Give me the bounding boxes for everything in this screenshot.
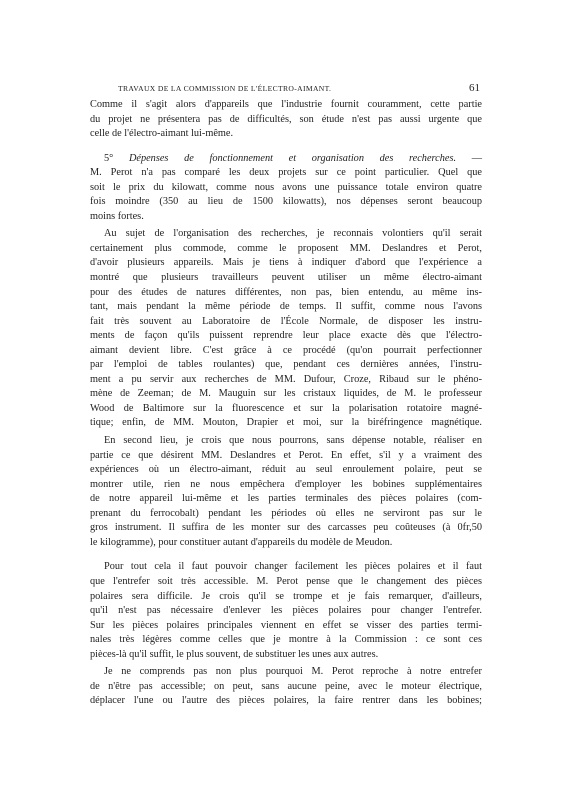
text-line: déplacer l'une ou l'autre des pièces polaires, la faire rentrer dans les bobines;	[90, 695, 482, 707]
page-body	[90, 98, 482, 709]
text-line: prenant du ferrocobalt) pendant les périodes où elles ne serviront pas sur le	[90, 507, 482, 519]
text-line: ment a pu servir aux recherches de MM. Dufour, Croze, Ribaud sur le phéno-	[90, 373, 482, 385]
text-line: Wood de Baltimore sur la fluorescence et sur la polarisation rotatoire magné-	[90, 402, 482, 414]
text-line: fait très souvent au Laboratoire de l'École Normale, de disposer les instru-	[90, 315, 482, 327]
text-line: du projet ne présentera pas de difficultés, son étude n'est pas aussi urgente que	[90, 113, 482, 125]
text-line: M. Perot n'a pas comparé les deux projets sur ce point particulier. Quel que	[90, 167, 482, 179]
text-line: pour des études de natures différentes, non pas, bien entendu, au même ins-	[90, 286, 482, 298]
text-line: Je ne comprends pas non plus pourquoi M. Perot reproche à notre entrefer	[104, 666, 482, 678]
paragraph	[90, 665, 482, 709]
text-line: montrer utile, rien ne nous empêchera d'employer les bobines supplémentaires	[90, 478, 482, 490]
section-heading-line	[90, 152, 482, 167]
text-line: soit le prix du kilowatt, comme nous avons une puissance totale environ quatre	[90, 181, 482, 193]
text-line: polaires sera difficile. Je crois qu'il se trompe et je fais remarquer, d'ailleurs,	[90, 590, 482, 602]
text-line: que l'entrefer soit très accessible. M. Perot pense que le changement des pièces	[90, 575, 482, 587]
text-line: Sur les pièces polaires principales viennent en effet se visser des parties termi-	[90, 619, 482, 631]
text-line: tant, mais pendant la même période de temps. Il suffit, comme nous l'avons	[90, 301, 482, 313]
text-line: Au sujet de l'organisation des recherches, je reconnais volontiers qu'il serait	[104, 228, 482, 240]
paragraph	[90, 98, 482, 142]
text-line: mène de Zeeman; de M. Mauguin sur les cristaux liquides, de M. le professeur	[90, 388, 482, 400]
text-line: Pour tout cela il faut pouvoir changer facilement les pièces polaires et il faut	[104, 561, 482, 573]
section-title: Dépenses de fonctionnement et organisation des recherches.	[128, 152, 457, 164]
text-line: de notre appareil lui-même et les parties terminales des pièces polaires (com-	[90, 493, 482, 505]
text-line: partie ce que désirent MM. Deslandres et Perot. En effet, s'il y a vraiment des	[90, 449, 482, 461]
text-line: fois moindre (350 au lieu de 1500 kilowatts), nos dépenses seront beaucoup	[90, 196, 482, 208]
text-line: nales très légères comme celles que je montre à la Commission : ce sont ces	[90, 634, 482, 646]
section-number: 5°	[104, 152, 114, 164]
paragraph	[90, 560, 482, 662]
text-line: certainement plus commode, comme le proposent MM. Deslandres et Perot,	[90, 242, 482, 254]
running-header	[90, 82, 480, 96]
paragraph	[90, 434, 482, 550]
text-line: d'avoir plusieurs appareils. Mais je tiens à indiquer d'abord que l'expérience a	[90, 257, 482, 269]
text-line: ments de façon qu'ils puissent reprendre leur place exacte dès que l'électro-	[90, 330, 482, 342]
section-dash: —	[456, 152, 482, 164]
text-line: pièces-là qu'il suffit, le plus souvent, de substituer les unes aux autres.	[90, 648, 379, 660]
text-line: tique; enfin, de MM. Mouton, Drapier et moi, sur la biréfringence magnétique.	[90, 417, 482, 429]
text-line: celle de l'électro-aimant lui-même.	[90, 128, 234, 140]
running-title: TRAVAUX DE LA COMMISSION DE L'ÉLECTRO-AIMANT.	[118, 84, 332, 93]
text-line: par l'emploi de tables roulantes) que, pendant ces dernières années, l'instru-	[90, 359, 482, 371]
text-line: montré que plusieurs travailleurs peuvent utiliser un même électro-aimant	[90, 272, 482, 284]
text-line: En second lieu, je crois que nous pourrons, sans dépense notable, réaliser en	[104, 435, 482, 447]
text-line: Comme il s'agit alors d'appareils que l'industrie fournit couramment, cette partie	[90, 99, 482, 110]
text-line: de n'être pas accessible; on peut, sans aucune peine, avec le moteur électrique,	[90, 680, 482, 692]
page-number: 61	[469, 82, 480, 94]
text-line: le kilogramme), pour constituer autant d'appareils du modèle de Meudon.	[90, 536, 393, 548]
section-paragraph	[90, 152, 482, 225]
text-line: moins fortes.	[90, 210, 144, 222]
text-line: qu'il n'est pas nécessaire d'enlever les pièces polaires pour changer l'entrefer.	[90, 605, 482, 617]
text-line: expériences où un électro-aimant, réduit au seul enroulement polaire, peut se	[90, 464, 482, 476]
text-line: gros instrument. Il suffira de les monter sur des carcasses peu coûteuses (à 0fr,50	[90, 522, 482, 534]
paragraph	[90, 227, 482, 431]
text-line: aimant devient libre. C'est grâce à ce procédé (qu'on pourrait perfectionner	[90, 344, 482, 356]
